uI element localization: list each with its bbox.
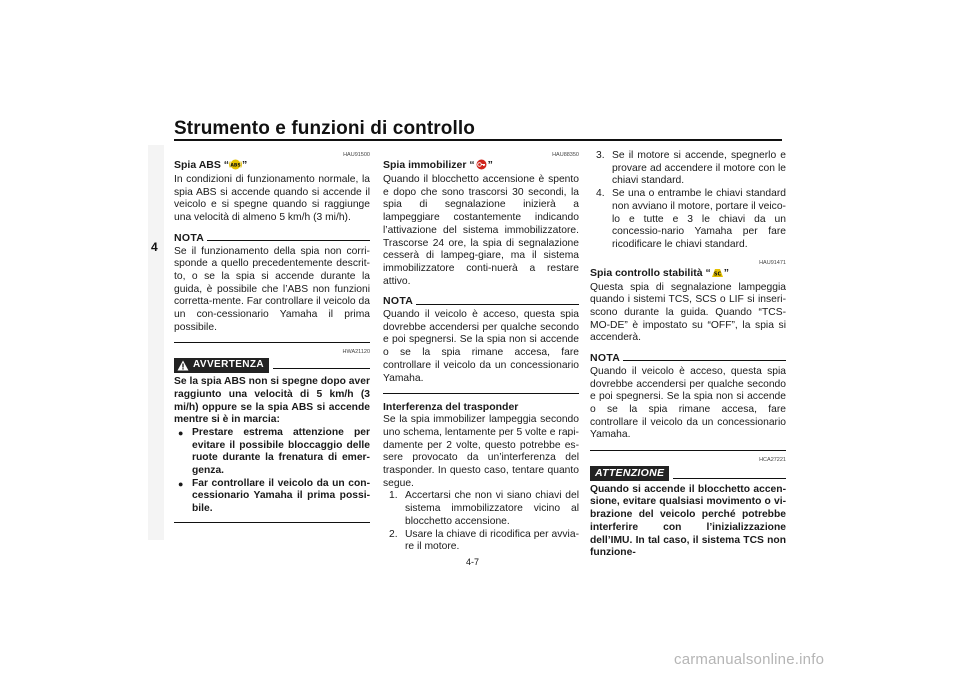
section-code: HAU91471 [759,259,786,266]
immobilizer-paragraph: Quando il blocchetto accensione è spento e dopo che sono trascorsi 30 secondi, la spia di segnalazione inizierà a lampeggiare costantemente indicando l’attivazione del sistema immobilizzatore. Trascorse 24 ore, la spia di segnalazione cesserà di lampeg-giare, ma il sistema immobilizzatore conti-nuerà a restare attivo. [383,174,579,287]
note-rule [416,304,579,305]
warning-text: Se la spia ABS non si spegne dopo aver raggiunto una velocità di 5 km/h (3 mi/h) oppure se la spia ABS si accende mentre si è in marcia: [174,376,370,426]
warning-bullet [174,478,370,516]
warning-end-rule [174,522,370,523]
note-text: Se il funzionamento della spia non corri-sponde a quello precedentemente descrit-to, o se la spia si accende durante la guida, è possibile che l’ABS non funzioni corretta-mente. Far controllare il veicolo da un con-cessionario Yamaha il prima possibile. [174,245,370,333]
step-number: 2. [389,528,398,540]
note-label: NOTA [174,231,205,244]
title-rule [174,139,782,141]
note-rule [623,360,786,361]
note-header [383,295,579,308]
warning-badge [174,358,269,373]
note-text: Quando il veicolo è acceso, questa spia dovrebbe accendersi per qualche secondo e poi spegnersi. Se la spia non si accende o se la spia rimane accesa, fare controllare il veicolo da un concessionario Yamaha. [383,309,579,384]
step-item [383,490,579,528]
note-label: NOTA [383,295,414,308]
section-code: HAU88350 [552,152,579,158]
caution-header [590,466,786,481]
step-text: Se il motore si accende, spegnerlo e provare ad accendere il motore con le chiavi standard. [612,150,786,187]
step-item [590,188,786,252]
note-rule [207,240,370,241]
warning-triangle-icon [177,360,189,371]
stability-paragraph: Questa spia di segnalazione lampeggia quando i sistemi TCS, SCS o LIF si inseri-scono durante la guida. Quando “TCS-MO-DE” è impostato su “OFF”, la spia si accenderà. [590,281,786,344]
bullet-text: Far controllare il veicolo da un con-cessionario Yamaha il prima possi-bile. [192,477,370,515]
abs-heading-pre: Spia ABS “ [174,159,230,171]
bullet-icon: ● [178,478,184,489]
section-code: HWA21120 [342,349,370,356]
warning-bullet [174,427,370,478]
column-2 [383,150,579,554]
column-3 [590,150,786,560]
note-end-rule [383,393,579,394]
page-title: Strumento e funzioni di controllo [174,118,475,139]
immobilizer-heading [383,159,579,174]
transponder-paragraph: Se la spia immobilizer lampeggia secondo uno schema, lentamente per 5 volte e rapi-damente per 2 volte, questo potrebbe es-sere provocato da un’interferenza del trasponder. In questo caso, tentare quanto segue. [383,414,579,489]
warning-rule [273,368,370,369]
abs-heading-post: ” [242,159,248,171]
column-1 [174,150,370,523]
step-item [383,529,579,554]
stability-heading-pre: Spia controllo stabilità “ [590,266,711,279]
section-code: HAU91500 [343,152,370,158]
note-header [590,352,786,365]
svg-text:SC: SC [713,271,721,278]
warning-header [174,358,370,373]
immobilizer-heading-pre: Spia immobilizer “ [383,159,475,171]
immobilizer-heading-post: ” [487,159,493,171]
step-item [590,150,786,188]
transponder-heading: Interferenza del trasponder [383,401,519,414]
bullet-text: Prestare estrema attenzione per evitare il possibile bloccaggio delle ruote durante la frenatura di emer-genza. [192,426,370,477]
abs-heading [174,159,370,174]
note-text: Quando il veicolo è acceso, questa spia dovrebbe accendersi per qualche secondo e poi spegnersi. Se la spia non si accende o se la spia rimane accesa, fare controllare il veicolo da un concessionario Yamaha. [590,365,786,441]
caution-badge: ATTENZIONE [590,466,669,481]
bullet-icon: ● [178,427,184,438]
warning-label: AVVERTENZA [193,359,265,371]
caution-text: Quando si accende il blocchetto accen-sione, evitare qualsiasi movimento o vi-brazione del veicolo perché potrebbe interferire con l’inizializzazione dell’IMU. In tal caso, il sistema TCS non funzione- [590,483,786,559]
note-header [174,232,370,245]
note-end-rule [590,450,786,451]
immobilizer-warning-icon [475,159,488,174]
chapter-number: 4 [151,240,158,254]
stability-heading-post: ” [723,266,730,279]
section-code: HCA27221 [759,457,786,464]
watermark: carmanualsonline.info [674,651,825,668]
note-end-rule [174,342,370,343]
stability-heading [590,267,786,282]
step-number: 1. [389,490,398,502]
step-text: Accertarsi che non vi siano chiavi del sistema immobilizzatore vicino al blocchetto accensione. [405,490,579,527]
step-number: 4. [596,188,605,200]
step-number: 3. [596,150,605,161]
chapter-tab [148,145,164,540]
step-text: Usare la chiave di ricodifica per avvia-re il motore. [405,528,579,553]
svg-text:ABS: ABS [230,163,241,169]
stability-control-icon [711,267,724,282]
step-text: Se una o entrambe le chiavi standard non avviano il motore, portare il veico-lo e tutte e 3 le chiavi da un concessio-nario Yamaha per fare ricodificare le chiavi standard. [612,188,786,250]
page-number: 4-7 [466,557,480,567]
note-label: NOTA [590,352,621,365]
abs-paragraph: In condizioni di funzionamento normale, la spia ABS si accende quando si accende il veicolo e si spegne quando si raggiunge una velocità di almeno 5 km/h (3 mi/h). [174,174,370,224]
caution-rule [673,478,786,479]
abs-warning-icon [229,159,242,174]
